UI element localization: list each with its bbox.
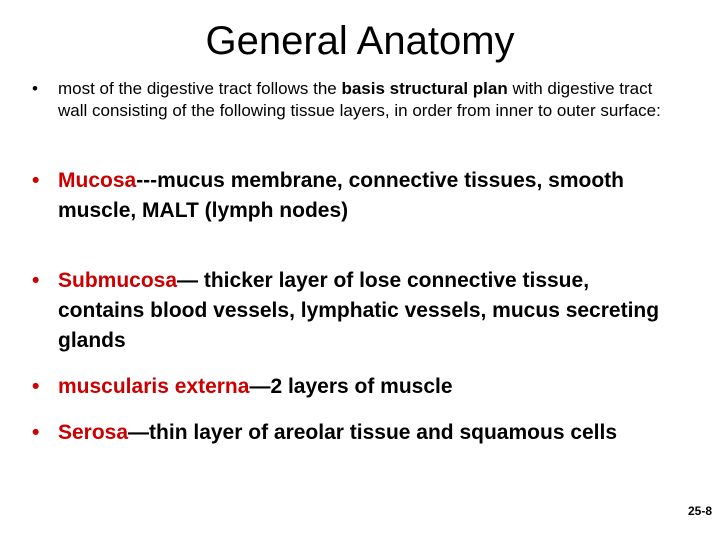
layer-term: Mucosa [58,169,137,192]
intro-pre: most of the digestive tract follows the [58,79,342,98]
bullet-icon: • [32,169,40,192]
bullet-icon: • [32,375,40,398]
layer-term: muscularis externa [58,375,250,398]
bullet-icon: • [32,79,38,98]
layer-text [58,372,672,402]
layer-item-submucosa [32,266,672,356]
intro-bullet [32,78,672,122]
layer-item-mucosa [32,166,672,226]
layer-text [58,166,672,226]
layer-text [58,266,672,356]
layer-item-serosa [32,418,672,448]
layer-desc: —thin layer of areolar tissue and squamous cells [128,421,618,444]
layer-term: Submucosa [58,269,178,292]
bullet-icon: • [32,421,40,444]
intro-post: with digestive tract wall consisting of the following tissue layers, in order from inner to outer surface: [58,79,661,120]
intro-text [58,78,672,122]
bullet-icon: • [32,269,40,292]
layer-desc: — thicker layer of lose connective tissue, contains blood vessels, lymphatic vessels, mucus secreting glands [58,269,660,352]
layer-text [58,418,672,448]
layer-item-muscularis-externa [32,372,672,402]
intro-bold: basis structural plan [341,79,508,98]
slide-title: General Anatomy [205,19,515,63]
layer-term: Serosa [58,421,129,444]
slide-number: 25-8 [687,504,712,518]
layer-desc: —2 layers of muscle [249,375,453,398]
layer-desc: ---mucus membrane, connective tissues, smooth muscle, MALT (lymph nodes) [58,169,624,222]
